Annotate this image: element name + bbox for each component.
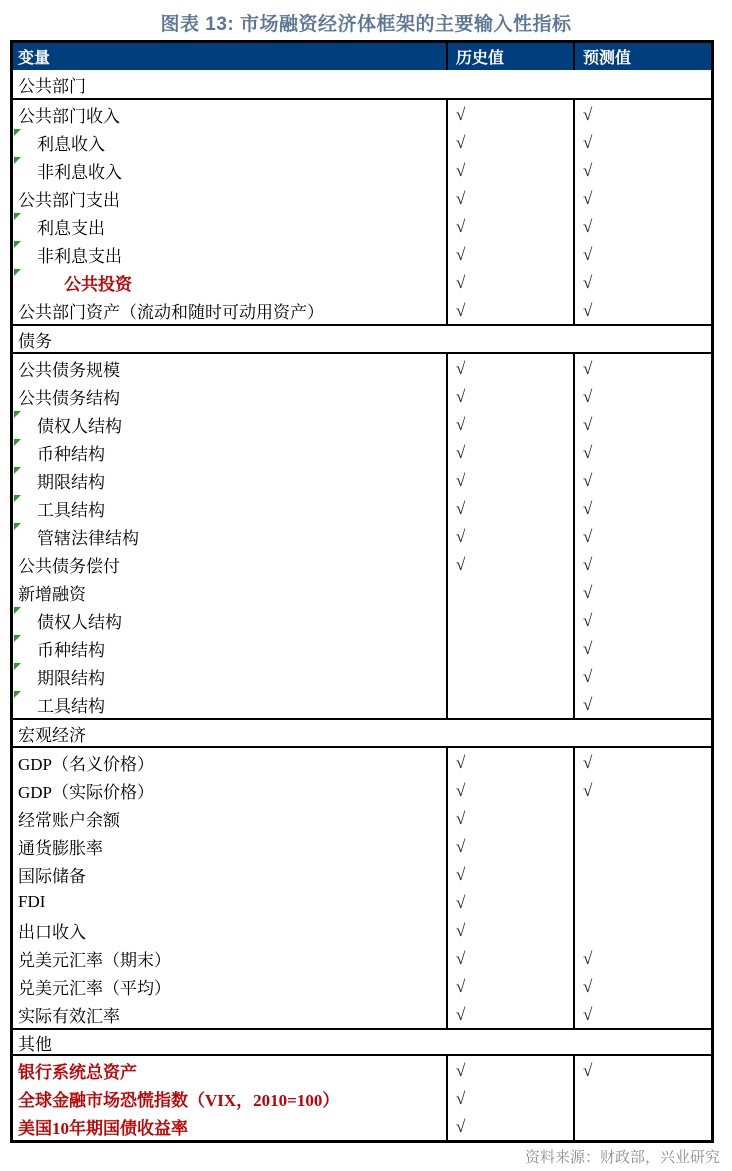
table-row: [13, 804, 711, 832]
historical-value-cell: [448, 240, 575, 268]
table-row: [13, 184, 711, 212]
variable-cell: [13, 522, 448, 550]
check-mark: √: [583, 104, 593, 124]
forecast-value-cell: [575, 662, 711, 690]
forecast-value-cell: [575, 888, 711, 916]
variable-cell: [13, 804, 448, 832]
section-header-row: 公共部门: [13, 70, 711, 100]
forecast-value-cell: [575, 494, 711, 522]
table-row: [13, 438, 711, 466]
historical-value-cell: [448, 494, 575, 522]
check-mark: √: [583, 160, 593, 180]
comment-marker-icon: [14, 269, 21, 276]
table-row: [13, 944, 711, 972]
table-row: [13, 382, 711, 410]
table-row: [13, 1112, 711, 1140]
row-label: 公共债务结构: [18, 388, 120, 408]
check-mark: √: [583, 188, 593, 208]
historical-value-cell: [448, 1056, 575, 1084]
check-mark: √: [583, 666, 593, 686]
check-mark: √: [456, 920, 466, 940]
comment-marker-icon: [14, 241, 21, 248]
check-mark: √: [456, 414, 466, 434]
historical-value-cell: [448, 832, 575, 860]
table-row: [13, 156, 711, 184]
check-mark: √: [456, 470, 466, 490]
check-mark: √: [456, 554, 466, 574]
table-row: [13, 776, 711, 804]
section-header-row: 其他: [13, 1028, 711, 1056]
forecast-value-cell: [575, 606, 711, 634]
forecast-value-cell: [575, 916, 711, 944]
row-label: 期限结构: [37, 472, 105, 492]
column-header-variable: 变量: [13, 43, 448, 70]
check-mark: √: [456, 1060, 466, 1080]
variable-cell: [13, 296, 448, 324]
check-mark: √: [583, 526, 593, 546]
historical-value-cell: [448, 690, 575, 718]
variable-cell: [13, 690, 448, 718]
variable-cell: [13, 860, 448, 888]
forecast-value-cell: [575, 748, 711, 776]
forecast-value-cell: [575, 212, 711, 240]
check-mark: √: [583, 752, 593, 772]
forecast-value-cell: [575, 466, 711, 494]
table-row: [13, 1000, 711, 1028]
variable-cell: [13, 1112, 448, 1140]
check-mark: √: [456, 216, 466, 236]
table-row: [13, 1056, 711, 1084]
table-row: [13, 916, 711, 944]
forecast-value-cell: [575, 1056, 711, 1084]
historical-value-cell: [448, 184, 575, 212]
comment-marker-icon: [14, 607, 21, 614]
historical-value-cell: [448, 776, 575, 804]
check-mark: √: [456, 892, 466, 912]
check-mark: √: [456, 836, 466, 856]
forecast-value-cell: [575, 634, 711, 662]
variable-cell: [13, 748, 448, 776]
comment-marker-icon: [14, 439, 21, 446]
table-row: [13, 1084, 711, 1112]
comment-marker-icon: [14, 691, 21, 698]
row-label: GDP（实际价格）: [18, 782, 155, 802]
table-row: [13, 354, 711, 382]
table-row: [13, 690, 711, 718]
variable-cell: [13, 578, 448, 606]
row-label: 公共债务偿付: [18, 556, 120, 576]
row-label: 公共投资: [64, 274, 132, 294]
row-label: 非利息支出: [37, 246, 122, 266]
row-label: 经常账户余额: [18, 810, 120, 830]
check-mark: √: [583, 272, 593, 292]
table-row: [13, 212, 711, 240]
row-label: 公共部门收入: [18, 106, 120, 126]
section-header-row: 宏观经济: [13, 718, 711, 748]
row-label: FDI: [18, 892, 46, 911]
check-mark: √: [456, 386, 466, 406]
comment-marker-icon: [14, 411, 21, 418]
variable-cell: [13, 466, 448, 494]
check-mark: √: [583, 414, 593, 434]
table-row: [13, 268, 711, 296]
variable-cell: [13, 1000, 448, 1028]
check-mark: √: [583, 638, 593, 658]
check-mark: √: [583, 554, 593, 574]
historical-value-cell: [448, 128, 575, 156]
table-row: [13, 860, 711, 888]
forecast-value-cell: [575, 776, 711, 804]
table-row: [13, 100, 711, 128]
table-row: [13, 606, 711, 634]
check-mark: √: [456, 1116, 466, 1136]
check-mark: √: [583, 582, 593, 602]
historical-value-cell: [448, 804, 575, 832]
check-mark: √: [583, 948, 593, 968]
section-header-row: 债务: [13, 324, 711, 354]
comment-marker-icon: [14, 495, 21, 502]
row-label: 工具结构: [37, 696, 105, 716]
forecast-value-cell: [575, 382, 711, 410]
table-row: [13, 128, 711, 156]
figure-title: 图表 13: 市场融资经济体框架的主要输入性指标: [160, 14, 572, 35]
check-mark: √: [456, 300, 466, 320]
historical-value-cell: [448, 1112, 575, 1140]
check-mark: √: [456, 188, 466, 208]
row-label: 美国10年期国债收益率: [18, 1118, 188, 1138]
check-mark: √: [583, 976, 593, 996]
variable-cell: [13, 240, 448, 268]
variable-cell: [13, 888, 448, 916]
check-mark: √: [583, 694, 593, 714]
historical-value-cell: [448, 466, 575, 494]
variable-cell: [13, 156, 448, 184]
row-label: 期限结构: [37, 668, 105, 688]
row-label: 通货膨胀率: [18, 838, 103, 858]
comment-marker-icon: [14, 157, 21, 164]
check-mark: √: [583, 610, 593, 630]
row-label: 兑美元汇率（期末）: [18, 950, 171, 970]
variable-cell: [13, 410, 448, 438]
variable-cell: [13, 972, 448, 1000]
variable-cell: [13, 832, 448, 860]
table-row: [13, 578, 711, 606]
forecast-value-cell: [575, 578, 711, 606]
comment-marker-icon: [14, 467, 21, 474]
variable-cell: [13, 634, 448, 662]
check-mark: √: [583, 386, 593, 406]
check-mark: √: [456, 1088, 466, 1108]
row-label: 实际有效汇率: [18, 1006, 120, 1026]
comment-marker-icon: [14, 129, 21, 136]
forecast-value-cell: [575, 354, 711, 382]
comment-marker-icon: [14, 213, 21, 220]
historical-value-cell: [448, 578, 575, 606]
forecast-value-cell: [575, 690, 711, 718]
row-label: 利息支出: [37, 218, 105, 238]
forecast-value-cell: [575, 156, 711, 184]
variable-cell: [13, 354, 448, 382]
source-note: 资料来源：财政部，兴业研究: [524, 1149, 720, 1166]
historical-value-cell: [448, 156, 575, 184]
variable-cell: [13, 184, 448, 212]
forecast-value-cell: [575, 1000, 711, 1028]
forecast-value-cell: [575, 972, 711, 1000]
check-mark: √: [456, 808, 466, 828]
comment-marker-icon: [14, 663, 21, 670]
variable-cell: [13, 1084, 448, 1112]
row-label: 币种结构: [37, 640, 105, 660]
row-label: 新增融资: [18, 584, 86, 604]
historical-value-cell: [448, 916, 575, 944]
row-label: 非利息收入: [37, 162, 122, 182]
historical-value-cell: [448, 1000, 575, 1028]
check-mark: √: [456, 358, 466, 378]
check-mark: √: [583, 300, 593, 320]
historical-value-cell: [448, 606, 575, 634]
variable-cell: [13, 662, 448, 690]
historical-value-cell: [448, 748, 575, 776]
check-mark: √: [583, 470, 593, 490]
historical-value-cell: [448, 410, 575, 438]
check-mark: √: [456, 752, 466, 772]
table-body: [13, 70, 711, 1140]
row-label: 银行系统总资产: [18, 1062, 137, 1082]
forecast-value-cell: [575, 860, 711, 888]
row-label: 债权人结构: [37, 612, 122, 632]
forecast-value-cell: [575, 522, 711, 550]
check-mark: √: [583, 442, 593, 462]
historical-value-cell: [448, 944, 575, 972]
historical-value-cell: [448, 888, 575, 916]
forecast-value-cell: [575, 128, 711, 156]
check-mark: √: [583, 244, 593, 264]
check-mark: √: [456, 526, 466, 546]
row-label: 币种结构: [37, 444, 105, 464]
variable-cell: [13, 268, 448, 296]
variable-cell: [13, 382, 448, 410]
check-mark: √: [456, 160, 466, 180]
table-row: [13, 296, 711, 324]
variable-cell: [13, 128, 448, 156]
historical-value-cell: [448, 212, 575, 240]
check-mark: √: [583, 780, 593, 800]
row-label: 国际储备: [18, 866, 86, 886]
row-label: 公共部门资产（流动和随时可动用资产）: [18, 302, 324, 322]
table-row: [13, 634, 711, 662]
forecast-value-cell: [575, 804, 711, 832]
forecast-value-cell: [575, 184, 711, 212]
table-row: [13, 550, 711, 578]
historical-value-cell: [448, 860, 575, 888]
row-label: 全球金融市场恐慌指数（VIX，2010=100）: [18, 1090, 340, 1110]
variable-cell: [13, 550, 448, 578]
table-row: [13, 972, 711, 1000]
historical-value-cell: [448, 662, 575, 690]
forecast-value-cell: [575, 296, 711, 324]
check-mark: √: [583, 498, 593, 518]
row-label: 工具结构: [37, 500, 105, 520]
row-label: 公共部门支出: [18, 190, 120, 210]
forecast-value-cell: [575, 832, 711, 860]
table-row: [13, 888, 711, 916]
historical-value-cell: [448, 972, 575, 1000]
check-mark: √: [456, 864, 466, 884]
forecast-value-cell: [575, 1084, 711, 1112]
historical-value-cell: [448, 354, 575, 382]
comment-marker-icon: [14, 635, 21, 642]
check-mark: √: [456, 132, 466, 152]
table-row: [13, 832, 711, 860]
column-header-historical: 历史值: [448, 43, 575, 70]
historical-value-cell: [448, 382, 575, 410]
historical-value-cell: [448, 634, 575, 662]
forecast-value-cell: [575, 438, 711, 466]
variable-cell: [13, 494, 448, 522]
variable-cell: [13, 100, 448, 128]
forecast-value-cell: [575, 550, 711, 578]
column-header-forecast: 预测值: [583, 50, 632, 67]
forecast-value-cell: [575, 410, 711, 438]
check-mark: √: [583, 358, 593, 378]
historical-value-cell: [448, 522, 575, 550]
indicator-table: [10, 40, 714, 1143]
forecast-value-cell: [575, 1112, 711, 1140]
check-mark: √: [456, 442, 466, 462]
variable-cell: [13, 944, 448, 972]
historical-value-cell: [448, 100, 575, 128]
check-mark: √: [456, 1004, 466, 1024]
check-mark: √: [583, 132, 593, 152]
row-label: 管辖法律结构: [37, 528, 139, 548]
check-mark: √: [456, 104, 466, 124]
row-label: GDP（名义价格）: [18, 754, 155, 774]
historical-value-cell: [448, 268, 575, 296]
forecast-value-cell: [575, 268, 711, 296]
historical-value-cell: [448, 438, 575, 466]
row-label: 公共债务规模: [18, 360, 120, 380]
table-row: [13, 466, 711, 494]
row-label: 兑美元汇率（平均）: [18, 978, 171, 998]
historical-value-cell: [448, 550, 575, 578]
check-mark: √: [456, 244, 466, 264]
check-mark: √: [456, 780, 466, 800]
table-row: [13, 748, 711, 776]
forecast-value-cell: [575, 240, 711, 268]
variable-cell: [13, 776, 448, 804]
check-mark: √: [583, 216, 593, 236]
row-label: 债权人结构: [37, 416, 122, 436]
variable-cell: [13, 606, 448, 634]
table-row: [13, 494, 711, 522]
row-label: 出口收入: [18, 922, 86, 942]
variable-cell: [13, 212, 448, 240]
check-mark: √: [456, 948, 466, 968]
historical-value-cell: [448, 1084, 575, 1112]
forecast-value-cell: [575, 100, 711, 128]
check-mark: √: [583, 1060, 593, 1080]
check-mark: √: [456, 272, 466, 292]
check-mark: √: [583, 1004, 593, 1024]
table-header-row: [13, 43, 711, 70]
variable-cell: [13, 916, 448, 944]
check-mark: √: [456, 498, 466, 518]
table-row: [13, 240, 711, 268]
forecast-value-cell: [575, 944, 711, 972]
variable-cell: [13, 1056, 448, 1084]
table-row: [13, 522, 711, 550]
table-row: [13, 662, 711, 690]
historical-value-cell: [448, 296, 575, 324]
variable-cell: [13, 438, 448, 466]
table-row: [13, 410, 711, 438]
comment-marker-icon: [14, 523, 21, 530]
row-label: 利息收入: [37, 134, 105, 154]
check-mark: √: [456, 976, 466, 996]
